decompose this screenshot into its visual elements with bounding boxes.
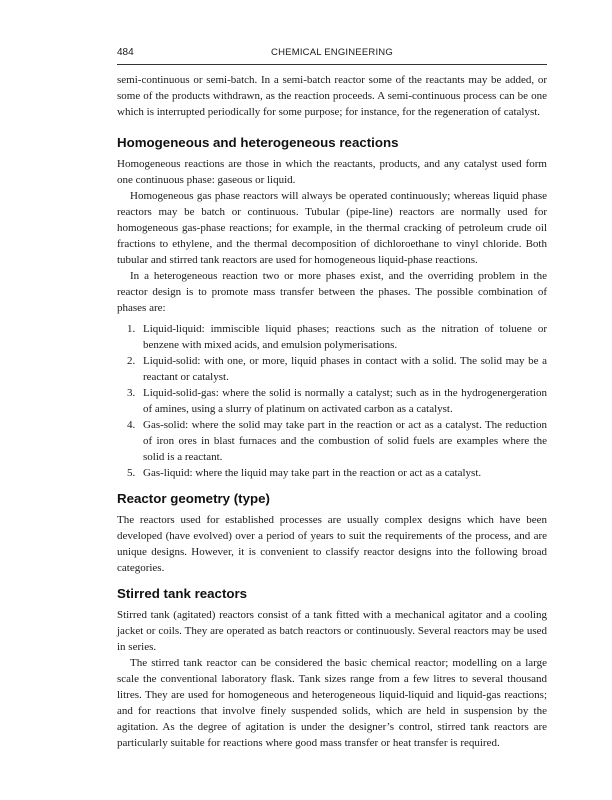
running-title: CHEMICAL ENGINEERING xyxy=(271,47,393,58)
heading-reactor-geometry: Reactor geometry (type) xyxy=(117,491,270,506)
list-item-text: Liquid-solid-gas: where the solid is normally a catalyst; such as in the hydrogenergeration of amines, using a slurry of platinum on activated carbon as a catalyst. xyxy=(143,387,547,415)
page-number: 484 xyxy=(117,47,134,58)
header-rule xyxy=(117,64,547,65)
paragraph: Homogeneous gas phase reactors will always be operated continuously; whereas liquid phase reactors may be batch or continuous. Tubular (pipe-line) reactors are normally used for homogeneous gas-phase reactions; for example, in the thermal cracking of petroleum crude oil fractions to ethylene, and the thermal decomposition of dichloroethane to vinyl chloride. Both tubular and stirred tank reactors are used for homogeneous liquid-phase reactions. xyxy=(117,190,547,266)
list-item xyxy=(117,321,547,353)
list-item xyxy=(117,465,547,481)
paragraph: The reactors used for established processes are usually complex designs which have been developed (have evolved) over a period of years to suit the requirements of the process, and are unique designs. However, it is convenient to classify reactor designs into the following broad categories. xyxy=(117,514,547,574)
list-number: 3. xyxy=(127,387,136,399)
list-number: 5. xyxy=(127,467,136,479)
list-number: 2. xyxy=(127,355,136,367)
paragraph: In a heterogeneous reaction two or more phases exist, and the overriding problem in the reactor design is to promote mass transfer between the phases. The possible combination of phases are: xyxy=(117,270,547,314)
running-header xyxy=(117,44,547,62)
heading-stirred-tank-reactors: Stirred tank reactors xyxy=(117,586,248,601)
list-number: 4. xyxy=(127,419,136,431)
paragraph: Homogeneous reactions are those in which the reactants, products, and any catalyst used form one continuous phase: gaseous or liquid. xyxy=(117,158,547,186)
list-item-text: Liquid-solid: with one, or more, liquid phases in contact with a solid. The solid may be a reactant or catalyst. xyxy=(143,355,547,383)
paragraph: Stirred tank (agitated) reactors consist of a tank fitted with a mechanical agitator and a cooling jacket or coils. They are operated as batch reactors or continuously. Several reactors may be used in series. xyxy=(117,609,547,653)
list-number: 1. xyxy=(127,323,136,335)
phase-combination-list xyxy=(117,321,547,481)
list-item xyxy=(117,353,547,385)
paragraph: The stirred tank reactor can be considered the basic chemical reactor; modelling on a large scale the conventional laboratory flask. Tank sizes range from a few litres to several thousand litres. They are used for homogeneous and heterogeneous liquid-liquid and liquid-gas reactions; and for reactions that involve finely suspended solids, which are held in suspension by the agitation. As the degree of agitation is under the designer’s control, stirred tank reactors are particularly suitable for reactions where good mass transfer or heat transfer is required. xyxy=(117,657,547,749)
list-item xyxy=(117,417,547,465)
list-item-text: Gas-solid: where the solid may take part in the reaction or act as a catalyst. The reduction of iron ores in blast furnaces and the combustion of solid fuels are examples where the solid is a reactant. xyxy=(143,419,547,463)
list-item xyxy=(117,385,547,417)
heading-homogeneous-heterogeneous: Homogeneous and heterogeneous reactions xyxy=(117,135,399,150)
list-item-text: Liquid-liquid: immiscible liquid phases; reactions such as the nitration of toluene or benzene with mixed acids, and emulsion polymerisations. xyxy=(143,323,547,351)
intro-paragraph: semi-continuous or semi-batch. In a semi-batch reactor some of the reactants may be added, or some of the products withdrawn, as the reaction proceeds. A semi-continuous process can be one which is interrupted periodically for some purpose; for instance, for the regeneration of catalyst. xyxy=(117,74,547,118)
book-page xyxy=(117,44,547,751)
list-item-text: Gas-liquid: where the liquid may take part in the reaction or act as a catalyst. xyxy=(143,467,482,479)
